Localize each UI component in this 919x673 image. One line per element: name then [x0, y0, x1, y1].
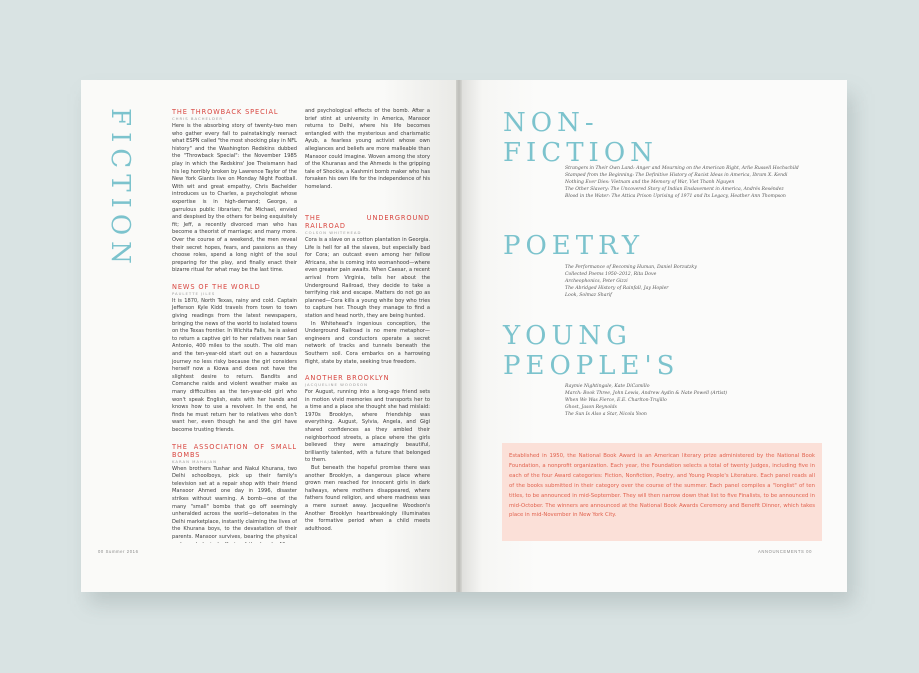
list-item: Nothing Ever Dies: Vietnam and the Memory of War, Viet Thanh Nguyen	[565, 180, 735, 185]
fiction-column-1	[172, 108, 297, 543]
award-description: Established in 1950, the National Book Award is an American literary prize administered by the National Book Foundation, a nonprofit organization. Each year, the Foundation selects a total of twenty Judges, including five in each of the four Award categories: Fiction, Nonfiction, Poetry, and Young People's Literature. Each panel reads all of the books submitted in their category over the course of the summer. Each panel compiles a "longlist" of ten titles, to be announced in mid-September. They will then narrow down that list to five Finalists, to be announced in mid-October. The winners are announced at the National Book Awards Ceremony and Benefit Dinner, which takes place in mid-November in New York City.	[509, 453, 815, 519]
book-author: KARAN MAHAJAN	[172, 458, 217, 464]
award-info-box	[502, 443, 822, 541]
heading-line: PEOPLE'S	[503, 351, 680, 381]
book-description: Here is the absorbing story of twenty-two men who gather every fall to painstakingly reenact what ESPN called "the most shocking play in NFL history" and the Washington Redskins dubbed the "Throwback Special": the November 1985 play in which the Redskins' Joe Theismann had his leg horribly broken by Lawrence Taylor of the New York Giants live on Monday Night Football. With wit and great empathy, Chris Bachelder introduces us to Charles, a psychologist whose expertise is in high-demand; George, a garrulous public librarian; Fat Michael, envied and despised by the others for being exquisitely fit; Jeff, a recently divorced man who has become a theorist of marriage; and many more. Over the course of a weekend, the men reveal their secret hopes, fears, and passions as they choose roles, spend a long night of the soul preparing for the play, and finally enact their bizarre ritual for what may be the last time.	[172, 123, 297, 274]
list-item: The Sun Is Also a Star, Nicola Yoon	[565, 412, 647, 417]
list-item: The Abridged History of Rainfall, Jay Hopler	[565, 286, 669, 291]
list-item: Blood in the Water: The Attica Prison Uprising of 1971 and Its Legacy, Heather Ann Thompson	[565, 194, 786, 199]
list-item: Archeophonics, Peter Gizzi	[565, 279, 628, 284]
book-description: Cora is a slave on a cotton plantation in Georgia. Life is hell for all the slaves, but especially bad for Cora; an outcast even among her fellow Africans, she is coming into womanhood—where even greater pain awaits. When Caesar, a recent arrival from Virginia, tells her about the Underground Railroad, they decide to take a terrifying risk and escape. Matters do not go as planned—Cora kills a young white boy who tries to capture her. Though they manage to find a station and head north, they are being hunted.	[305, 237, 430, 319]
book-description-continued	[305, 108, 430, 206]
nonfiction-heading	[503, 108, 658, 168]
heading-line: NON-	[503, 108, 599, 138]
heading-line: YOUNG	[503, 321, 632, 351]
list-item: Raymie Nightingale, Kate DiCamillo	[565, 384, 650, 389]
list-item: Strangers in Their Own Land: Anger and Mourning on the American Right, Arlie Russell Hochschild	[565, 166, 799, 171]
book-description: But beneath the hopeful promise there was another Brooklyn, a dangerous place where grown men reached for innocent girls in dark hallways, where mothers disappeared, where fathers found religion, and where madness was a mere sunset away. Jacqueline Woodson's Another Brooklyn heartbreakingly illuminates the formative period when a child meets adulthood.	[305, 465, 430, 532]
book-author: PAULETTE JILES	[172, 290, 216, 296]
list-item: March: Book Three, John Lewis, Andrew Aydin & Nate Powell (Artist)	[565, 391, 728, 396]
book-title: THE THROWBACK SPECIAL	[172, 108, 279, 116]
book-author: COLSON WHITEHEAD	[305, 230, 362, 235]
right-folio: ANNOUNCEMENTS 00	[758, 549, 813, 554]
book-title: NEWS OF THE WORLD	[172, 282, 261, 291]
fiction-column-2	[305, 108, 430, 533]
list-item: Ghost, Jason Reynolds	[565, 405, 617, 410]
young-peoples-heading	[503, 321, 680, 381]
fiction-section-title: FICTION	[105, 108, 135, 270]
list-item: The Other Slavery: The Uncovered Story of Indian Enslavement in America, Andrés Reséndez	[565, 187, 784, 192]
list-item: Collected Poems 1950–2012, Rita Dove	[565, 272, 657, 277]
poetry-heading	[503, 231, 644, 261]
poetry-list	[565, 264, 697, 299]
book-title: THE ASSOCIATION OF SMALL BOMBS	[172, 442, 297, 459]
book-author: CHRIS BACHELDER	[172, 116, 223, 121]
left-folio: 00 Summer 2016	[98, 549, 139, 554]
book-description: It is 1870, North Texas, rainy and cold. Captain Jefferson Kyle Kidd travels from town to town giving readings from the latest newspapers, bringing the news of the world to isolated towns on the Texas frontier. In Wichita Falls, he is asked to return a captive girl to her relatives near San Antonio, 400 miles to the south. The old man and the ten-year-old start out on a hazardous journey no less risky because the girl considers herself now a Kiowa and does not have the slightest desire to return. Bandits and Comanche raids and violent weather make as many difficulties as the ten-year-old girl who won't speak English, eats with her hands and knows how to use a revolver. In the end, he finds he must return her to relatives who don't want her, even though he and the girl have become trusting friends.	[172, 297, 297, 433]
list-item: Stamped from the Beginning: The Definitive History of Racist Ideas in America, Ibram X. Kendi	[565, 173, 788, 178]
list-item: Look, Solmaz Sharif	[565, 293, 612, 298]
book-description: In Whitehead's ingenious conception, the Underground Railroad is no mere metaphor—engineers and conductors operate a secret network of tracks and tunnels beneath the Southern soil. Cora embarks on a harrowing flight, state by state, seeking true freedom.	[305, 320, 430, 365]
book-description: For August, running into a long-ago friend sets in motion vivid memories and transports her to a time and a place she thought she had mislaid: 1970s Brooklyn, where friendship was everything. August, Sylvia, Angela, and Gigi shared confidences as they ambled their neighborhood streets, a place where the girls believed they were amazingly beautiful, brilliantly talented, with a future that belonged to them.	[305, 389, 430, 464]
nonfiction-list	[565, 165, 799, 200]
book-title: ANOTHER BROOKLYN	[305, 374, 390, 383]
page-gutter	[456, 80, 462, 592]
book-description-overflow: and psychological effects of the bomb. After a brief stint at university in America, Mansoor returns to Delhi, where his life becomes entangled with the mysterious and charismatic Ayub, a fearless young activist whose own allegiances and beliefs are more malleable than Mansoor could imagine. Woven among the story of the Khuranas and the Ahmeds is the gripping tale of Shockie, a Kashmiri bomb maker who has forsaken his own life for the independence of his homeland.	[305, 108, 430, 190]
book-description: When brothers Tushar and Nakul Khurana, two Delhi schoolboys, pick up their family's television set at a repair shop with their friend Mansoor Ahmed one day in 1996, disaster strikes without warning. A bomb—one of the many "small" bombs that go off seemingly unheralded across the world—detonates in the Delhi marketplace, instantly claiming the lives of the Khurana boys, to the devastation of their parents. Mansoor survives, bearing the physical	[172, 465, 297, 540]
heading-line: FICTION	[503, 138, 658, 168]
list-item: The Performance of Becoming Human, Daniel Borzutzky	[565, 265, 697, 270]
book-author: JACQUELINE WOODSON	[305, 382, 368, 388]
young-peoples-list	[565, 383, 727, 418]
list-item: When We Was Fierce, E.E. Charlton-Trujillo	[565, 398, 667, 403]
book-title: THE UNDERGROUND RAILROAD	[305, 214, 430, 230]
heading-line: POETRY	[503, 231, 645, 261]
